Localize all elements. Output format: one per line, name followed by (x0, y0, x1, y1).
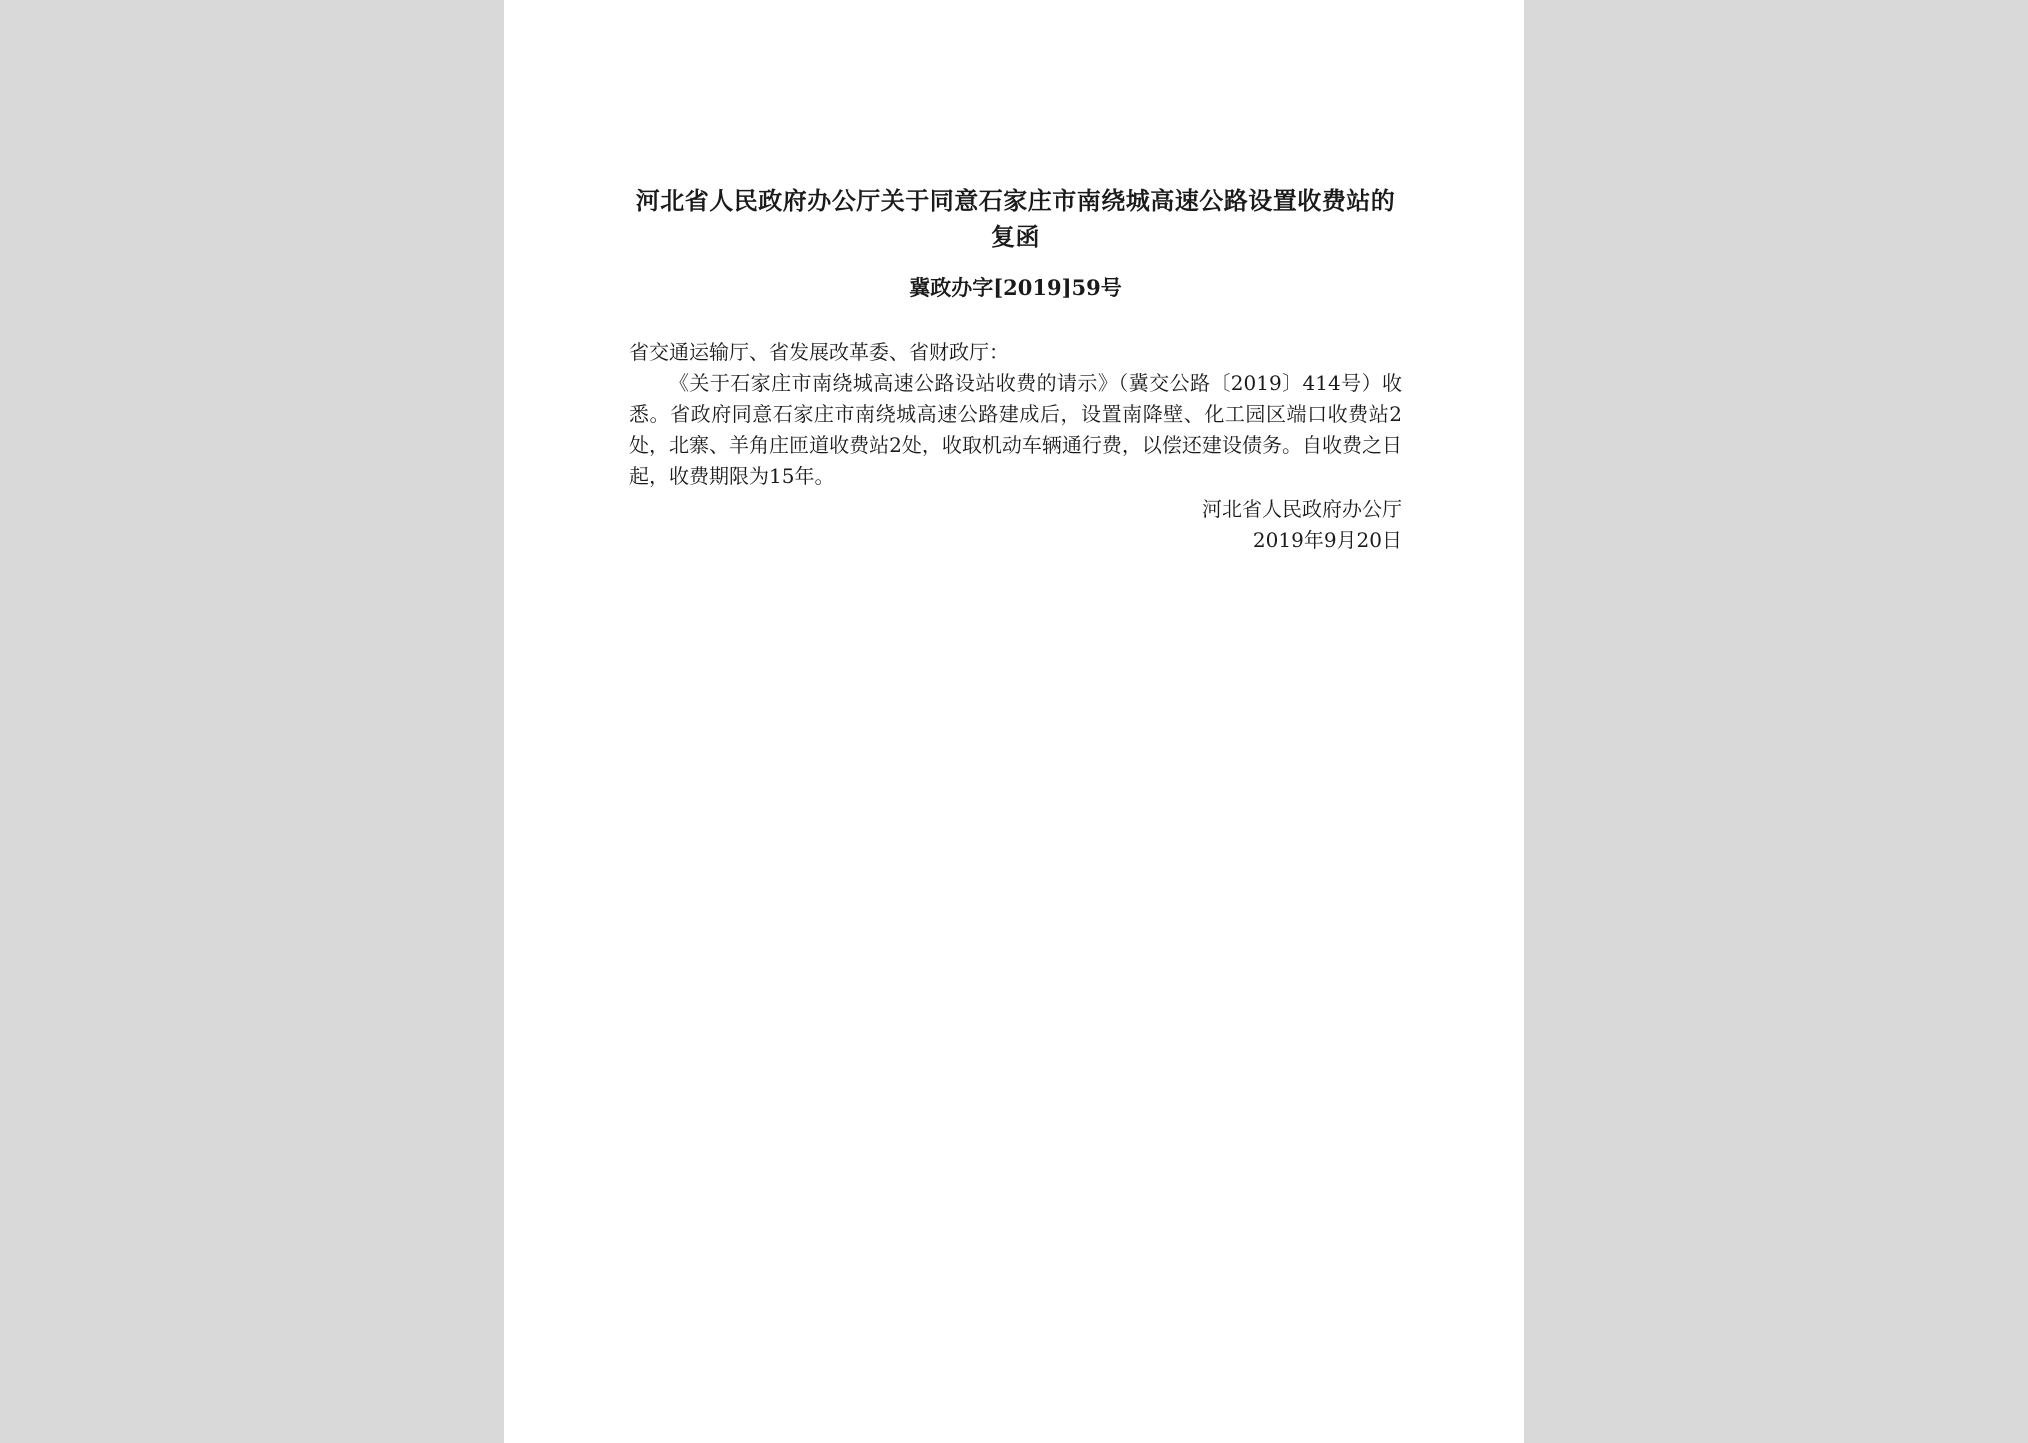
recipients-line: 省交通运输厅、省发展改革委、省财政厅： (629, 340, 1009, 364)
issuer-name: 河北省人民政府办公厅 (1202, 497, 1402, 521)
issue-date: 2019年9月20日 (1252, 528, 1402, 552)
document-title: 河北省人民政府办公厅关于同意石家庄市南绕城高速公路设置收费站的复函 (635, 186, 1396, 251)
body-paragraph: 《关于石家庄市南绕城高速公路设站收费的请示》（冀交公路〔2019〕414号）收悉。省政府同意石家庄市南绕城高速公路建成后，设置南降壁、化工园区端口收费站2处，北寨、羊角庄匝道收费站2处，收取机动车辆通行费，以偿还建设债务。自收费之日起，收费期限为15年。 (629, 371, 1402, 488)
document-number: 冀政办字[2019]59号 (909, 275, 1122, 300)
document-content (629, 183, 1402, 556)
document-page (504, 0, 1524, 1443)
signature-block (629, 494, 1402, 556)
document-body (629, 337, 1402, 492)
